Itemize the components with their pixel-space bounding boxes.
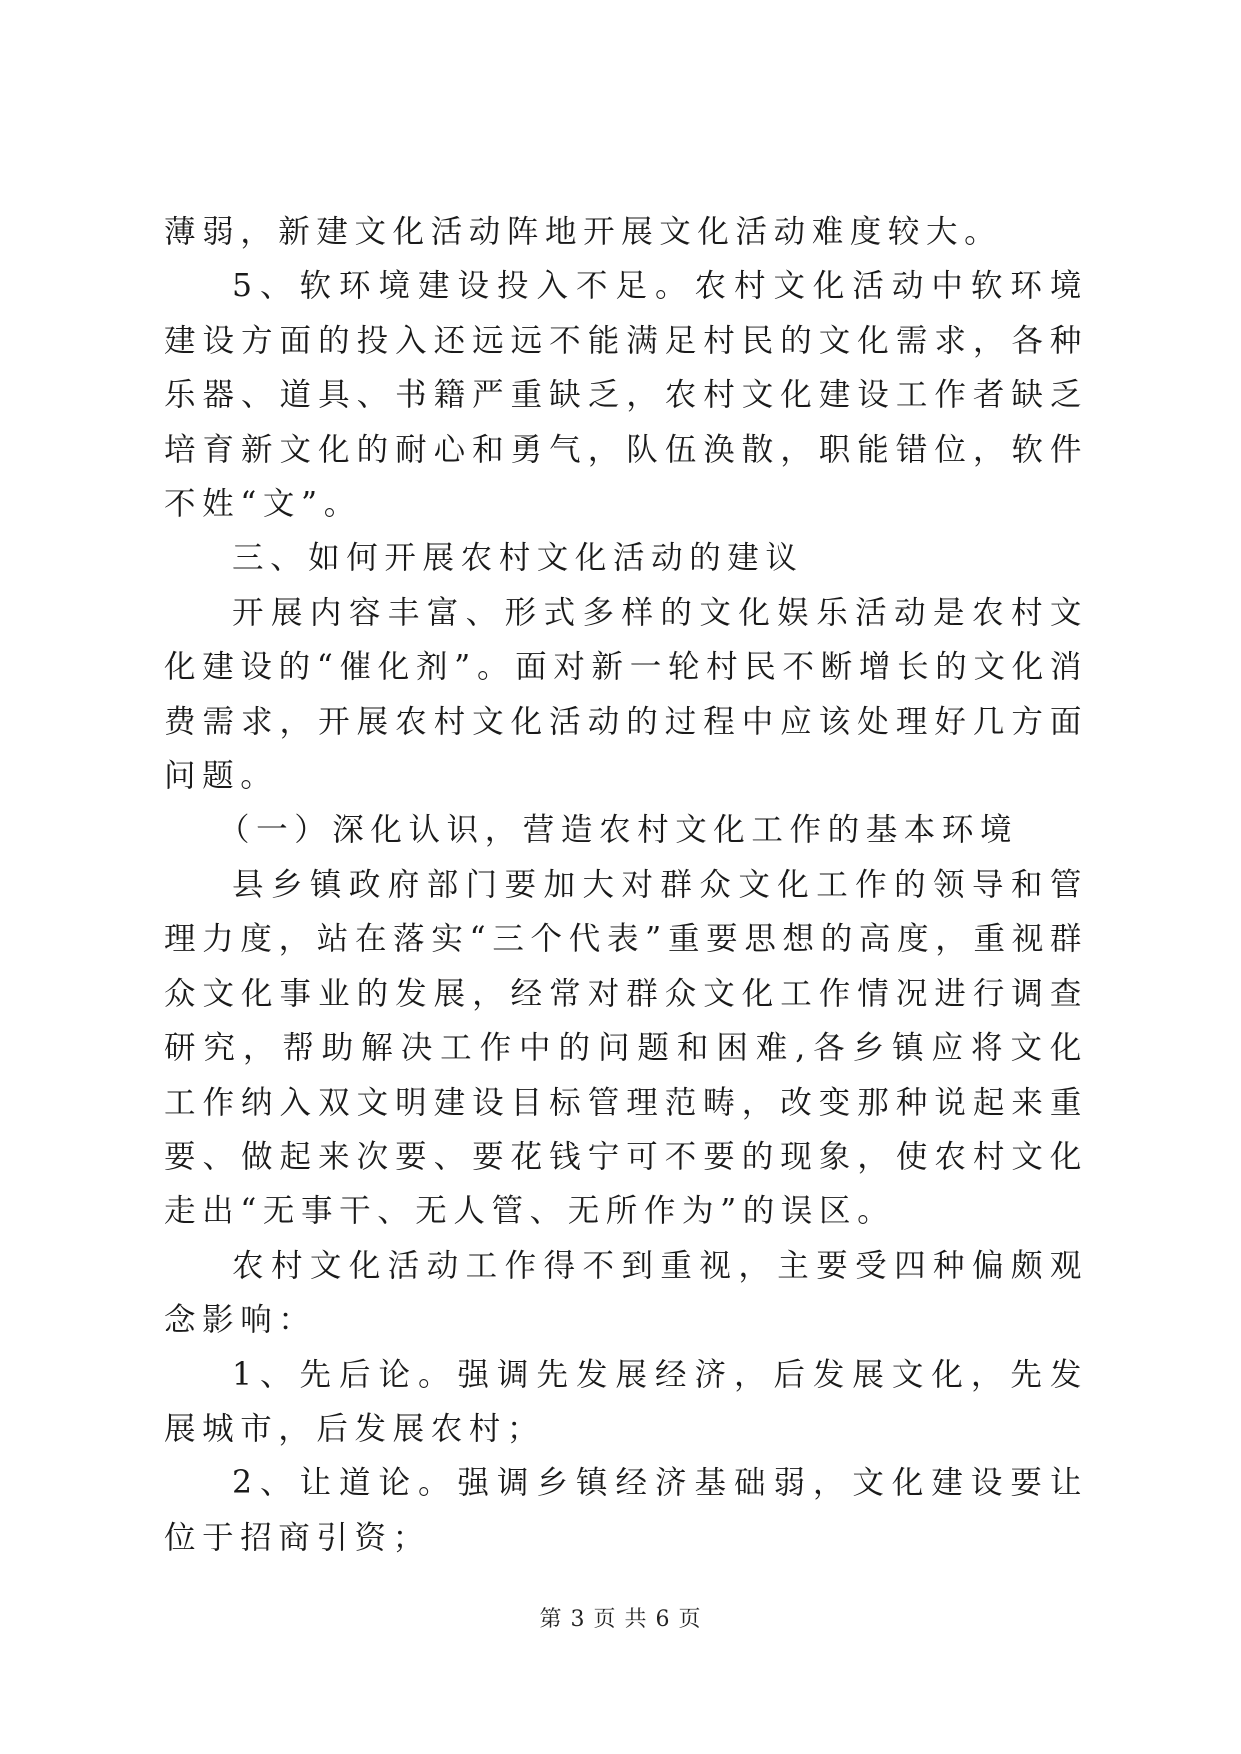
section-heading-suggestions: 三、如何开展农村文化活动的建议 (232, 540, 804, 577)
paragraph-four-concepts: 农村文化活动工作得不到重视，主要受四种偏颇观念影响： (164, 1247, 1088, 1339)
paragraph-government-role: 县乡镇政府部门要加大对群众文化工作的领导和管理力度，站在落实“三个代表”重要思想的高度，重视群众文化事业的发展，经常对群众文化工作情况进行调查研究，帮助解决工作中的问题和困难,各乡镇应将文化工作纳入双文明建设目标管理范畴，改变那种说起来重要、做起来次要、要花钱宁可不要的现象，使农村文化走出“无事干、无人管、无所作为”的误区。 (164, 866, 1088, 1230)
document-body (164, 205, 1088, 1565)
list-item-yield-theory: 2、让道论。强调乡镇经济基础弱，文化建设要让位于招商引资； (164, 1465, 1088, 1556)
paragraph-activities-intro: 开展内容丰富、形式多样的文化娱乐活动是农村文化建设的“催化剂”。面对新一轮村民不断增长的文化消费需求，开展农村文化活动的过程中应该处理好几方面问题。 (164, 594, 1088, 795)
paragraph-continuation: 薄弱，新建文化活动阵地开展文化活动难度较大。 (164, 214, 1003, 250)
list-item-sequence-theory: 1、先后论。强调先发展经济，后发展文化，先发展城市，后发展农村； (164, 1356, 1088, 1447)
page-number-footer: 第 3 页 共 6 页 (539, 1607, 702, 1632)
subsection-heading-deepen-understanding: （一）深化认识，营造农村文化工作的基本环境 (218, 812, 1019, 849)
paragraph-soft-environment: 5、软环境建设投入不足。农村文化活动中软环境建设方面的投入还远远不能满足村民的文化需求，各种乐器、道具、书籍严重缺乏，农村文化建设工作者缺乏培育新文化的耐心和勇气，队伍涣散，职能错位，软件不姓“文”。 (164, 268, 1088, 523)
